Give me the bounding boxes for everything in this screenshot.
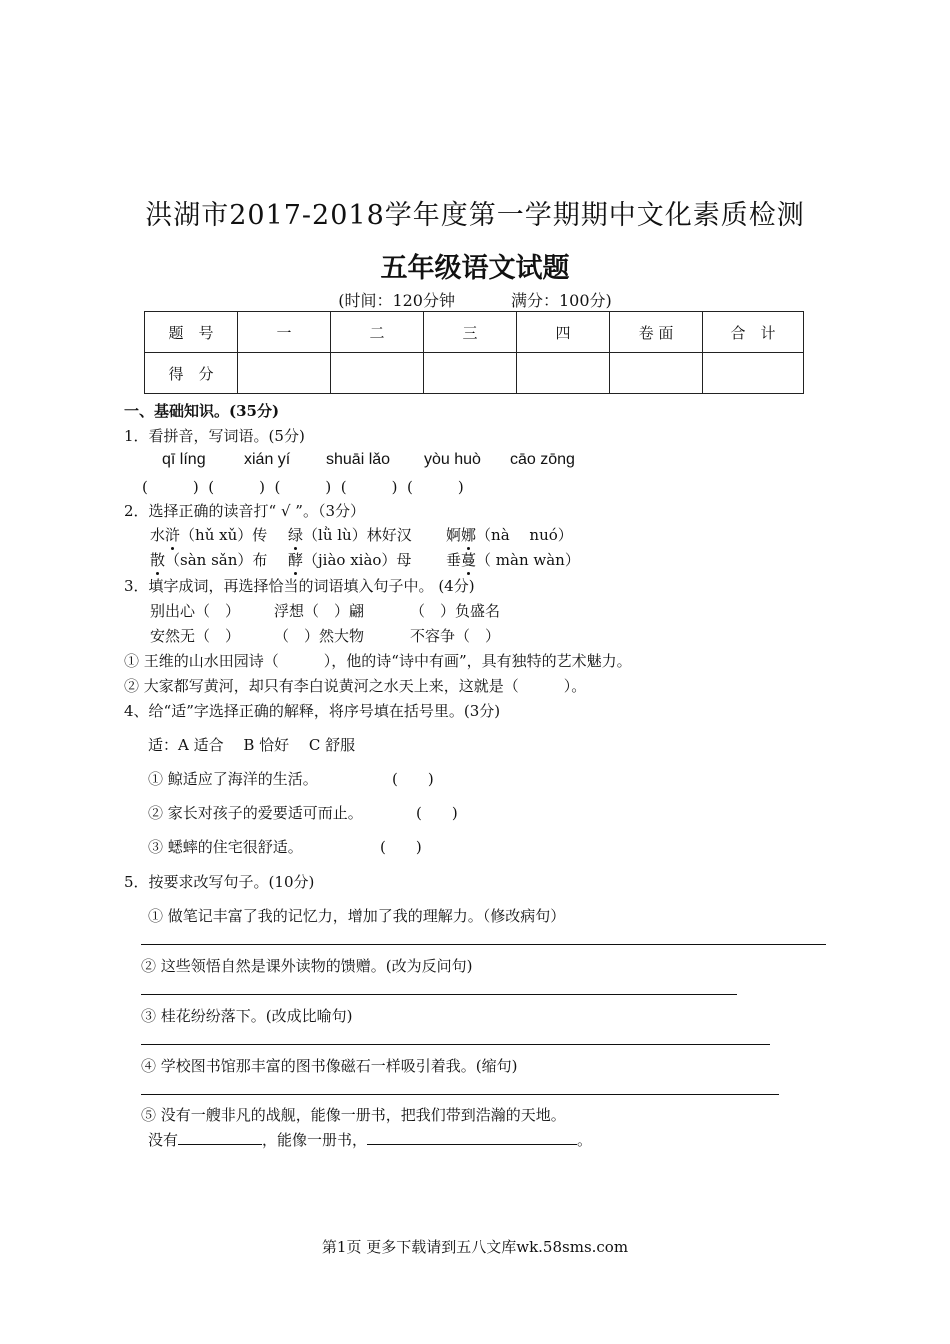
q2-item-6 <box>446 551 580 569</box>
q5-s5-part-a: 没有 <box>148 1131 179 1149</box>
q3-sentence-1: ① 王维的山水田园诗（ ），他的诗“诗中有画”，具有独特的艺术魅力。 <box>124 652 632 670</box>
pinyin-4: yòu huò <box>424 451 481 468</box>
q5-s5-part-b: ，能像一册书， <box>262 1131 368 1149</box>
score-input-2 <box>331 353 424 394</box>
cell-col-3: 三 <box>424 312 517 353</box>
q5-s5-blank-1[interactable] <box>178 1130 262 1145</box>
q3-row-2 <box>150 625 500 646</box>
score-input-3 <box>424 353 517 394</box>
q3-row-1 <box>150 600 500 621</box>
q2-item-5-post: （jiào xiào）母 <box>303 551 412 569</box>
score-table-header-row <box>145 312 804 353</box>
q3-word-3: （ ）负盛名 <box>410 602 501 620</box>
q2-item-3-post: （nà nuó） <box>476 526 573 544</box>
q5-answer-line-4[interactable] <box>141 1094 779 1095</box>
full-score: 满分：100分) <box>511 291 612 310</box>
q5-s5-blank-2[interactable] <box>367 1130 577 1145</box>
cell-score-label: 得 分 <box>145 353 238 394</box>
q4-options: 适：A 适合 B 恰好 C 舒服 <box>148 736 356 754</box>
q5-stem: 5．按要求改写句子。(10分) <box>124 873 315 891</box>
score-input-total <box>703 353 804 394</box>
exam-title: 洪湖市2017-2018学年度第一学期期中文化素质检测 <box>145 200 805 231</box>
q1-pinyin-row <box>162 451 575 469</box>
cell-col-4: 四 <box>517 312 610 353</box>
q2-item-2 <box>288 524 446 545</box>
q2-item-5 <box>288 549 446 570</box>
q3-stem: 3．填字成词，再选择恰当的词语填入句子中。 (4分) <box>124 577 475 595</box>
q5-answer-line-1[interactable] <box>141 944 826 945</box>
q3-word-4: 安然无（ ） <box>150 627 241 645</box>
score-input-1 <box>238 353 331 394</box>
q2-item-5-target: 酵 <box>288 551 304 569</box>
score-table-score-row <box>145 353 804 394</box>
q3-word-6: 不容争（ ） <box>410 627 501 645</box>
q2-item-6-post: （ màn wàn） <box>476 551 580 569</box>
time-info <box>0 288 950 311</box>
q2-item-6-target: 蔓 <box>461 551 477 569</box>
q2-item-4-post: （sàn sǎn）布 <box>165 551 268 569</box>
q2-item-3-target: 娜 <box>461 526 477 544</box>
q5-answer-line-3[interactable] <box>141 1044 770 1045</box>
q1-stem: 1．看拼音，写词语。(5分) <box>124 427 305 445</box>
q3-word-1: 别出心（ ） <box>150 602 241 620</box>
q2-item-3-pre: 婀 <box>446 526 462 544</box>
q1-answer-brackets: ( ) ( ) ( ) ( ) ( ) <box>142 478 464 496</box>
cell-col-presentation: 卷 面 <box>610 312 703 353</box>
score-input-4 <box>517 353 610 394</box>
section-1-heading: 一、基础知识。(35分) <box>124 402 280 420</box>
q4-stem: 4、给“适”字选择正确的解释，将序号填在括号里。(3分) <box>124 702 501 720</box>
q2-item-4-target: 散 <box>150 551 166 569</box>
q4-item-3-bracket: ( ) <box>380 838 422 856</box>
q2-item-2-pre: 绿 <box>288 526 304 544</box>
q4-item-2-bracket: ( ) <box>416 804 458 822</box>
pinyin-3: shuāi lǎo <box>326 451 391 468</box>
pinyin-1: qī líng <box>162 451 206 468</box>
q2-item-3 <box>446 526 573 544</box>
pinyin-2: xián yí <box>244 451 291 468</box>
q2-item-4 <box>150 549 288 570</box>
score-input-presentation <box>610 353 703 394</box>
cell-col-1: 一 <box>238 312 331 353</box>
q2-row-1 <box>150 524 573 545</box>
q5-sentence-5: ⑤ 没有一艘非凡的战舰，能像一册书，把我们带到浩瀚的天地。 <box>141 1106 566 1124</box>
q2-item-1 <box>150 524 288 545</box>
q2-item-2-post: （lǜ lù）林好汉 <box>303 526 412 544</box>
q5-sentence-4: ④ 学校图书馆那丰富的图书像磁石一样吸引着我。(缩句) <box>141 1057 518 1075</box>
time-limit: (时间：120分钟 <box>338 291 455 310</box>
q5-sentence-2: ② 这些领悟自然是课外读物的馈赠。(改为反问句) <box>141 957 473 975</box>
q2-row-2 <box>150 549 580 570</box>
q5-sentence-5-answer <box>148 1129 592 1150</box>
q2-item-1-pre: 水 <box>150 526 166 544</box>
q5-sentence-3: ③ 桂花纷纷落下。(改成比喻句) <box>141 1007 353 1025</box>
pinyin-5: cāo zōng <box>510 451 575 468</box>
q5-s5-part-c: 。 <box>577 1131 593 1149</box>
q4-item-1: ① 鲸适应了海洋的生活。 <box>148 770 318 788</box>
q4-item-1-bracket: ( ) <box>392 770 434 788</box>
cell-question-no: 题 号 <box>145 312 238 353</box>
q5-sentence-1: ① 做笔记丰富了我的记忆力，增加了我的理解力。（修改病句） <box>148 907 566 925</box>
q3-word-5: （ ）然大物 <box>274 627 365 645</box>
q2-item-6-pre: 垂 <box>446 551 462 569</box>
q2-item-1-target: 浒 <box>165 526 181 544</box>
q3-sentence-2: ② 大家都写黄河，却只有李白说黄河之水天上来，这就是（ ）。 <box>124 677 587 695</box>
score-table <box>144 311 804 394</box>
exam-subtitle: 五年级语文试题 <box>380 253 570 284</box>
q4-item-3: ③ 蟋蟀的住宅很舒适。 <box>148 838 303 856</box>
q2-stem: 2．选择正确的读音打“ √ ”。（3分） <box>124 502 366 520</box>
cell-col-total: 合 计 <box>703 312 804 353</box>
q4-item-2: ② 家长对孩子的爱要适可而止。 <box>148 804 363 822</box>
page-footer: 第1页 更多下载请到五八文库wk.58sms.com <box>321 1238 629 1256</box>
q5-answer-line-2[interactable] <box>141 994 737 995</box>
q2-item-1-post: （hǔ xǔ）传 <box>180 526 268 544</box>
cell-col-2: 二 <box>331 312 424 353</box>
q3-word-2: 浮想（ ）翩 <box>274 602 365 620</box>
